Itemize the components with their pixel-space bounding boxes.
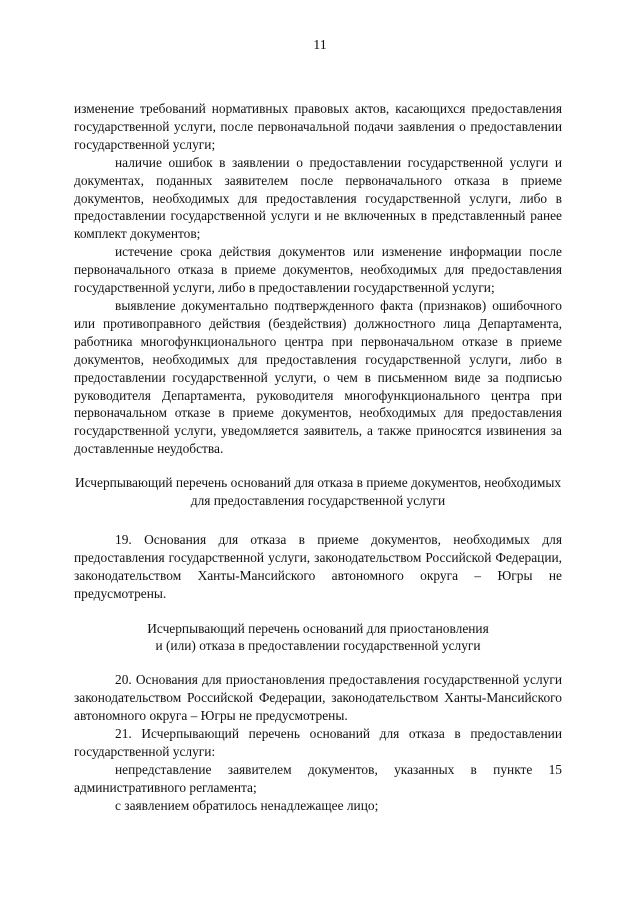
page-number: 11 [313,38,327,53]
paragraph-erroneous-action: выявление документально подтвержденного факта (признаков) ошибочного или противоправного действия (бездействия) должностного лица Департамента, работника многофункционального центра при первоначальном отказе в приеме документов, необходимых для предоставления государственной услуги, либо в предоставлении государственной услуги, о чем в письменном виде за подписью руководителя Департамента, руководителя многофункционального центра при первоначальном отказе в приеме документов, необходимых для предоставления государственной услуги, уведомляется заявитель, а также приносятся извинения за доставленные неудобства. [74,297,562,457]
paragraph-19: 19. Основания для отказа в приеме документов, необходимых для предоставления государственной услуги, законодательством Российской Федерации, законодательством Ханты-Мансийского автономного округа – Югры не предусмотрены. [74,531,562,601]
paragraph-21: 21. Исчерпывающий перечень оснований для отказа в предоставлении государственной услуги: [74,726,562,759]
paragraph-documents-not-submitted: непредставление заявителем документов, указанных в пункте 15 административного регламента; [74,761,562,795]
paragraph-application-errors: наличие ошибок в заявлении о предоставлении государственной услуги и документах, поданных заявителем после первоначального отказа в приеме документов, необходимых для предоставления государственной услуги, либо в предоставлении государственной услуги и не включенных в представленный ранее комплект документов; [74,154,562,242]
section-heading-suspension-line-1: Исчерпывающий перечень оснований для приостановления [147,620,489,636]
paragraph-regulation-change: изменение требований нормативных правовых актов, касающихся предоставления государственной услуги, после первоначальной подачи заявления о предоставлении государственной услуги; [74,101,562,152]
section-heading-refusal-acceptance: Исчерпывающий перечень оснований для отказа в приеме документов, необходимых для предоставления государственной услуги [74,475,562,509]
paragraph-20: 20. Основания для приостановления предоставления государственной услуги законодательством Российской Федерации, законодательством Ханты-Мансийского автономного округа – Югры не предусмотрены. [74,672,562,724]
paragraph-document-expiry: истечение срока действия документов или изменение информации после первоначального отказа в приеме документов, необходимых для предоставления государственной услуги, либо в предоставлении государственной услуги; [74,244,562,296]
document-body [74,100,562,815]
section-heading-suspension-line-2: и (или) отказа в предоставлении государственной услуги [155,638,481,654]
paragraph-improper-person: с заявлением обратилось ненадлежащее лицо; [115,797,379,813]
